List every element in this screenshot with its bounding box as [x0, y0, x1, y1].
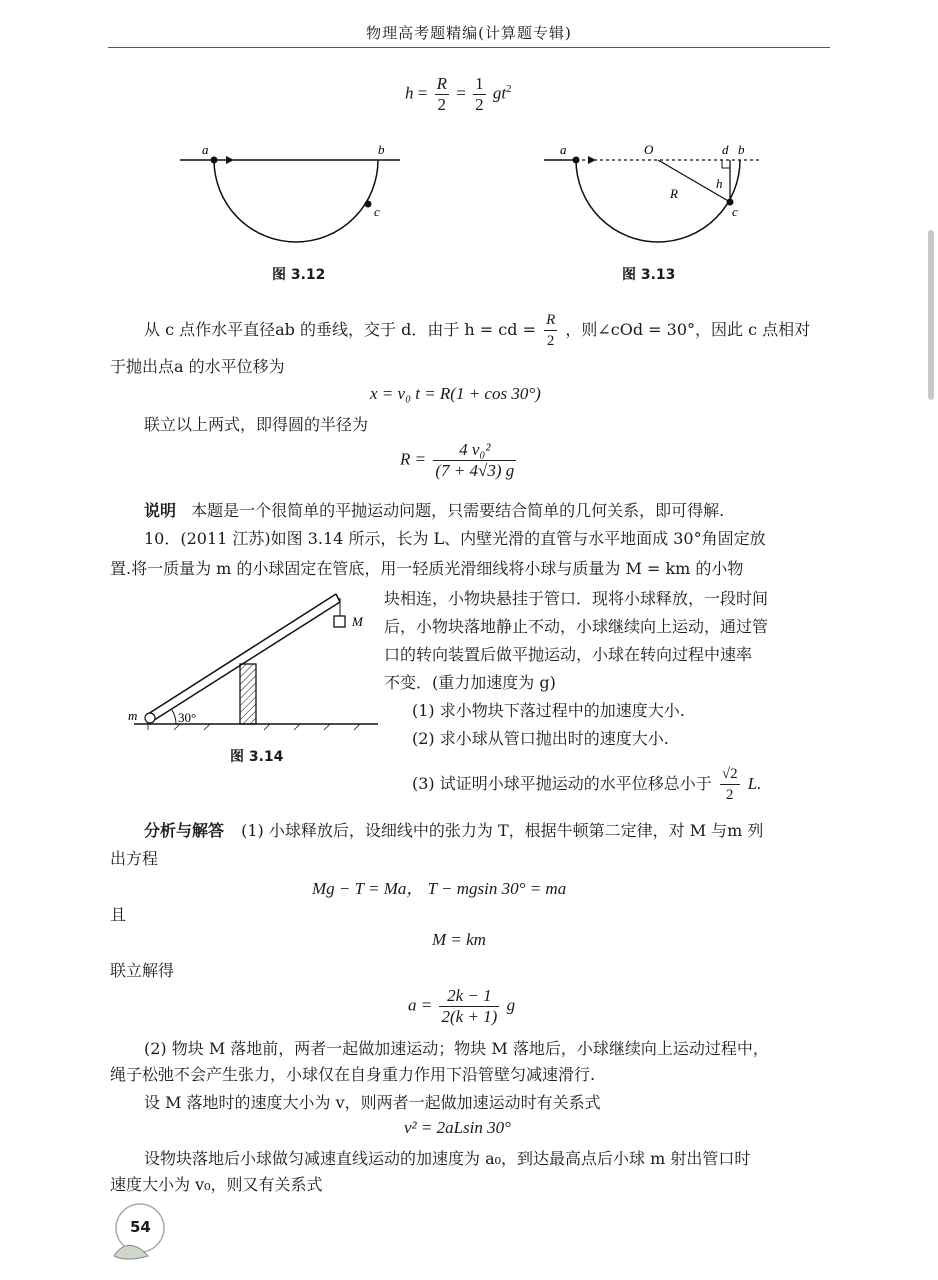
problem-line5: 口的转向装置后做平抛运动，小球在转向过程中速率 [384, 645, 753, 664]
eq-h-lhs: h [405, 83, 414, 103]
analysis-line1-text: (1) 小球释放后，设细线中的张力为 T，根据牛顿第二定律，对 M 与m 列 [241, 821, 764, 840]
fig312-semicircle [214, 160, 378, 242]
q3-text: (3) 试证明小球平抛运动的水平位移总小于 [412, 774, 712, 793]
analysis-p4-line1: 设物块落地后小球做匀减速直线运动的加速度为 a₀，到达最高点后小球 m 射出管口时 [144, 1149, 751, 1168]
fig312-label-b: b [378, 142, 385, 157]
fig314-hatch-6 [324, 724, 330, 730]
note-text: 本题是一个很简单的平抛运动问题，只需要结合简单的几何关系，即可得解. [191, 501, 725, 520]
eq-h-frac1-den: 2 [437, 95, 447, 114]
fig313-semicircle [576, 160, 740, 242]
para1-frac [544, 310, 557, 351]
problem-line6: 不变．(重力加速度为 g) [384, 673, 556, 692]
figure-3-13 [540, 140, 770, 260]
problem-line3: 块相连，小物块悬挂于管口．现将小球释放，一段时间 [384, 589, 769, 608]
eq-r-num: 4 v₀² [433, 440, 516, 461]
eq-h-frac2-den: 2 [475, 95, 484, 114]
analysis-p3: 设 M 落地时的速度大小为 v，则两者一起做加速运动时有关系式 [144, 1093, 601, 1112]
fig314-label-M: M [352, 614, 363, 629]
eq-h-eq2: = [456, 83, 466, 103]
question-2: (2) 求小球从管口抛出时的速度大小. [412, 729, 669, 748]
fig314-tube-end [336, 594, 340, 602]
eq3-frac [439, 986, 499, 1027]
fig313-caption: 图 3.13 [622, 267, 676, 283]
fig314-hatch-4 [264, 724, 270, 730]
fig314-hatch-5 [294, 724, 300, 730]
fig313-label-d: d [722, 142, 729, 157]
fig313-label-o: O [644, 142, 654, 157]
fig314-hatch-7 [354, 724, 360, 730]
fig314-hatch-3 [204, 724, 210, 730]
analysis-p2-line2: 绳子松弛不会产生张力，小球仅在自身重力作用下沿管壁匀减速滑行. [110, 1065, 596, 1084]
figure-3-14 [120, 592, 382, 732]
fig313-label-a: a [560, 142, 567, 157]
fig313-velocity-arrow [588, 156, 596, 164]
fig314-angle-arc [172, 710, 176, 724]
question-3 [412, 764, 761, 805]
note [144, 500, 724, 522]
q3-frac [720, 764, 740, 805]
fig312-caption: 图 3.12 [272, 267, 326, 283]
para1-line1 [144, 310, 810, 351]
fig313-label-r: R [670, 186, 678, 201]
para1-part1: 从 c 点作水平直径ab 的垂线，交于 d．由于 h = cd = [144, 320, 536, 339]
header-rule [108, 47, 830, 48]
fig314-support [240, 664, 256, 724]
analysis-and: 且 [110, 905, 127, 924]
eq-r-lhs: R = [400, 449, 427, 469]
eq3-tail: g [506, 995, 516, 1015]
fig313-point-a [573, 157, 580, 164]
eq3-lhs: a = [408, 995, 433, 1015]
eq-r-frac [433, 440, 516, 481]
fig314-label-m: m [128, 708, 138, 723]
eq-h-frac2 [473, 74, 486, 115]
fig313-label-c: c [732, 204, 738, 219]
eq-h-exp: 2 [506, 82, 512, 95]
fig314-ball-m [145, 713, 155, 723]
eq-r-den: (7 + 4√3) g [435, 461, 515, 480]
fig312-label-c: c [374, 204, 380, 219]
question-1: (1) 求小物块下落过程中的加速度大小. [412, 701, 685, 720]
analysis-label: 分析与解答 [144, 821, 225, 840]
analysis-line2: 出方程 [110, 849, 159, 868]
para1-frac-den: 2 [546, 333, 555, 349]
analysis-eq1: Mg − T = Ma， T − mgsin 30° = ma [312, 879, 567, 898]
equation-h [405, 74, 512, 115]
analysis-eq2: M = km [432, 930, 486, 949]
analysis-eq3 [408, 986, 515, 1027]
q3-tail: L. [747, 774, 762, 793]
fig314-caption: 图 3.14 [230, 749, 284, 765]
analysis-p2-line1: (2) 物块 M 落地前，两者一起做加速运动；物块 M 落地后，小球继续向上运动过程中， [144, 1039, 769, 1058]
problem-line1: 10．(2011 江苏)如图 3.14 所示，长为 L、内壁光滑的直管与水平地面成 30°角固定放 [144, 529, 766, 548]
q3-frac-den: 2 [725, 787, 734, 803]
fig313-right-angle [722, 160, 730, 168]
eq3-den: 2(k + 1) [441, 1007, 498, 1026]
eq-h-frac2-num: 1 [475, 74, 484, 93]
para1-frac-num: R [544, 310, 557, 331]
eq-h-eq1: = [417, 83, 428, 103]
figure-3-12 [178, 140, 408, 260]
fig312-velocity-arrow [226, 156, 234, 164]
running-header: 物理高考题精编(计算题专辑) [366, 24, 572, 42]
ornament-leaf [114, 1245, 148, 1259]
equation-x: x = v₀ t = R(1 + cos 30°) [370, 384, 541, 403]
fig314-label-angle: 30° [178, 710, 197, 725]
para1-part2: ，则∠cOd = 30°，因此 c 点相对 [565, 320, 811, 339]
eq-h-tail: gt [492, 83, 507, 103]
q3-frac-num: √2 [720, 764, 740, 785]
eq3-num: 2k − 1 [439, 986, 499, 1007]
fig312-label-a: a [202, 142, 209, 157]
fig312-point-c [365, 201, 372, 208]
eq-h-frac1 [435, 74, 449, 115]
page-number: 54 [130, 1218, 151, 1236]
fig313-label-b: b [738, 142, 745, 157]
note-label: 说明 [144, 501, 177, 520]
fig314-block-M [334, 616, 345, 627]
fig312-point-a [211, 157, 218, 164]
analysis-solve: 联立解得 [110, 961, 175, 980]
para1-line2: 于抛出点a 的水平位移为 [110, 357, 285, 376]
problem-line4: 后，小物块落地静止不动，小球继续向上运动，通过管 [384, 617, 769, 636]
analysis-p4-line2: 速度大小为 v₀，则又有关系式 [110, 1175, 323, 1194]
problem-line2: 置.将一质量为 m 的小球固定在管底，用一轻质光滑细线将小球与质量为 M = km 的小物 [110, 559, 744, 578]
fig313-label-h: h [716, 176, 723, 191]
analysis-eq4: v² = 2aLsin 30° [404, 1118, 511, 1137]
analysis-line1 [144, 820, 763, 842]
eq-h-frac1-num: R [436, 74, 447, 93]
scrollbar-thumb[interactable] [928, 230, 934, 400]
equation-r [400, 440, 519, 481]
para2: 联立以上两式，即得圆的半径为 [144, 415, 369, 434]
